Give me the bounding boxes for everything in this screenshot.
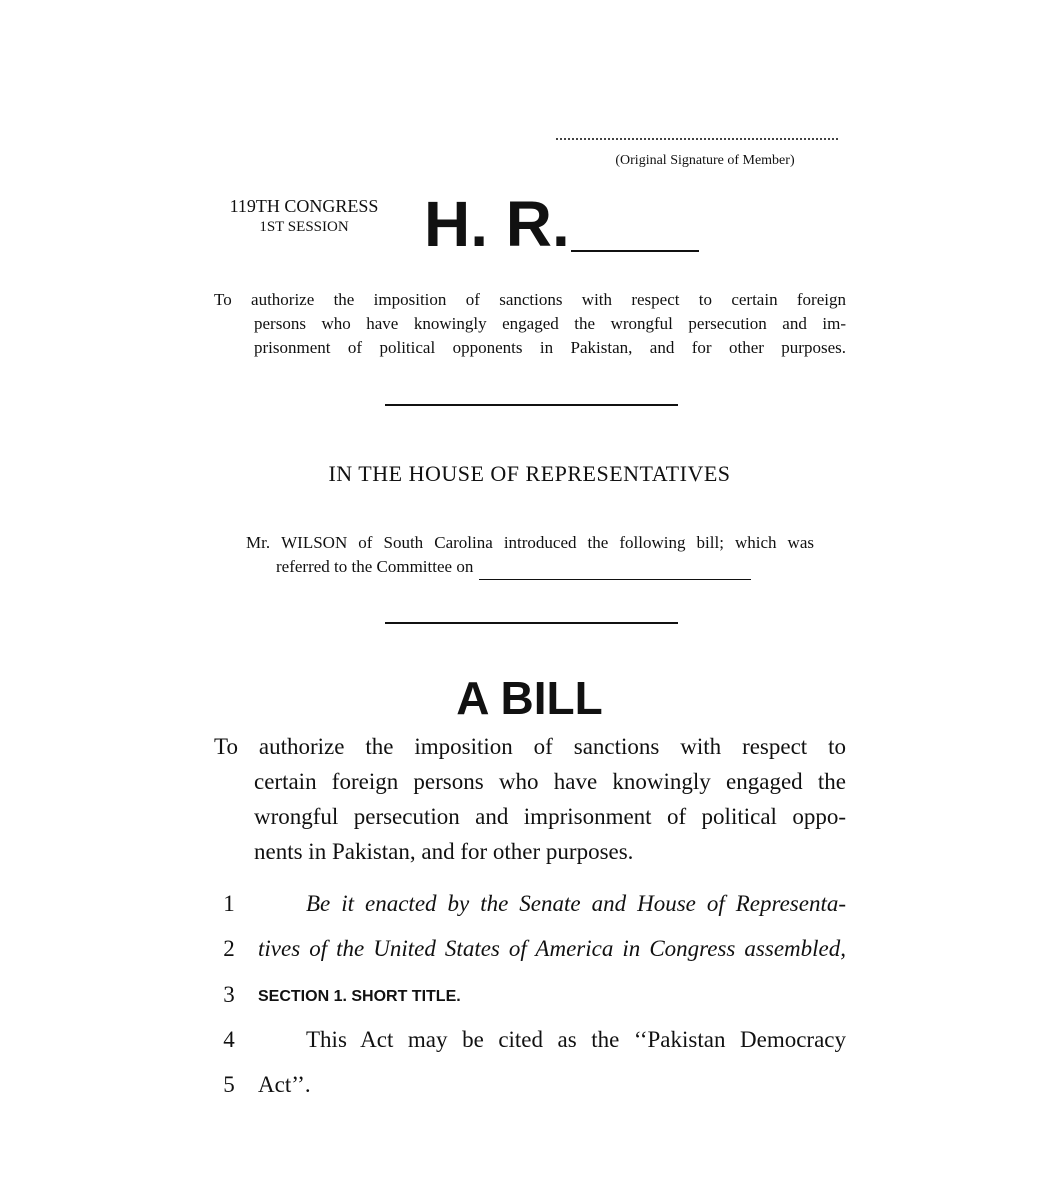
bill-line <box>214 1025 846 1055</box>
short-title <box>214 288 846 360</box>
long-title-line: nents in Pakistan, and for other purposes. <box>254 839 634 864</box>
long-title-line: To authorize the imposition of sanctions with respect to <box>214 734 846 759</box>
short-title-line: To authorize the imposition of sanctions with respect to certain foreign <box>214 290 846 309</box>
long-title <box>214 729 846 869</box>
line-number: 4 <box>223 1027 235 1052</box>
bill-line <box>214 980 846 1010</box>
divider-rule <box>385 404 678 406</box>
section-heading: SECTION 1. SHORT TITLE. <box>258 988 461 1005</box>
long-title-line: wrongful persecution and imprisonment of political oppo- <box>254 804 846 829</box>
introduction-line-2 <box>246 555 814 580</box>
congress-session-block <box>214 196 394 238</box>
bill-number-blank <box>571 250 699 252</box>
bill-number-prefix: H. R. <box>424 188 570 260</box>
bill-line <box>214 934 846 964</box>
line-number: 3 <box>223 982 235 1007</box>
line-number: 5 <box>223 1072 235 1097</box>
short-title-line: persons who have knowingly engaged the wrongful persecution and im- <box>254 314 846 333</box>
session-label: 1ST SESSION <box>259 219 349 235</box>
intro-prefix: Mr. <box>246 533 282 552</box>
signature-line <box>556 128 838 140</box>
introduction-line-1 <box>246 531 814 555</box>
enacting-clause: tives of the United States of America in Congress assembled, <box>258 936 846 961</box>
short-title-line: prisonment of political opponents in Pakistan, and for other purposes. <box>254 338 846 357</box>
section-text: This Act may be cited as the ‘‘Pakistan Democracy <box>306 1027 846 1052</box>
introduction <box>246 531 814 580</box>
bill-line <box>214 1070 846 1100</box>
committee-blank <box>479 555 751 580</box>
line-number: 2 <box>223 936 235 961</box>
line-number: 1 <box>223 891 235 916</box>
chamber-heading: IN THE HOUSE OF REPRESENTATIVES <box>328 461 731 486</box>
committee-text: referred to the Committee on <box>276 557 474 576</box>
congress-label: 119TH CONGRESS <box>229 196 379 216</box>
section-text: Act’’. <box>258 1072 311 1097</box>
sponsor-name: WILSON <box>281 533 348 552</box>
bill-line <box>214 889 846 919</box>
long-title-line: certain foreign persons who have knowingly engaged the <box>254 769 846 794</box>
intro-rest: of South Carolina introduced the following bill; which was <box>347 533 814 552</box>
bill-heading: A BILL <box>456 672 603 724</box>
divider-rule <box>385 622 678 624</box>
signature-label: (Original Signature of Member) <box>615 153 795 168</box>
enacting-clause: Be it enacted by the Senate and House of Representa- <box>306 891 846 916</box>
